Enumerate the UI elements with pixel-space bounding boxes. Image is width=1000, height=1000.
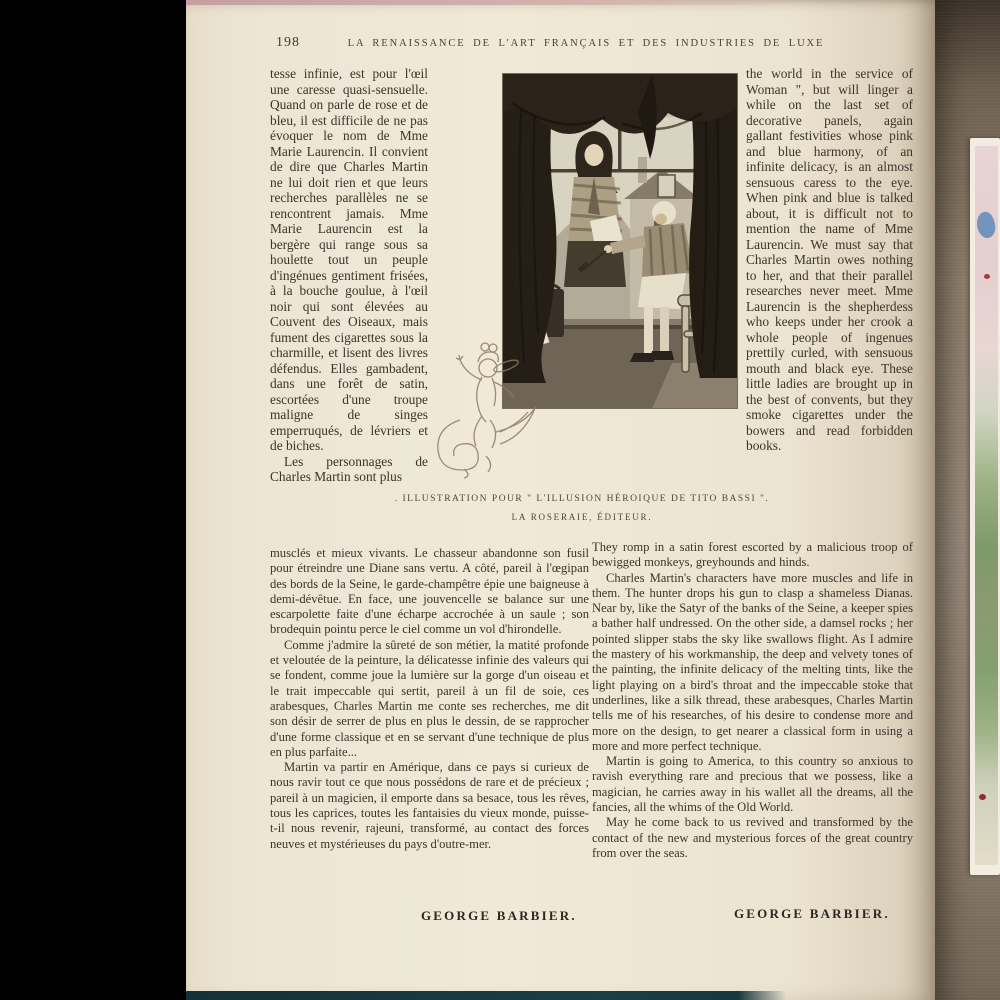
book-page — [186, 0, 935, 1000]
facing-plate-edge — [970, 138, 1000, 875]
running-title: LA RENAISSANCE DE L'ART FRANÇAIS ET DES INDUSTRIES DE LUXE — [347, 38, 825, 49]
plate-red-accent — [984, 274, 990, 279]
french-signature: GEORGE BARBIER. — [421, 908, 577, 923]
table-edge-strip — [186, 991, 786, 1000]
page-number: 198 — [276, 35, 300, 50]
illustration-caption-line2: LA ROSERAIE, ÉDITEUR. — [511, 512, 653, 522]
french-wide-paragraph-1: musclés et mieux vivants. Le chasseur abandonne son fusil pour étreindre une Diane sans vertu. A côté, pareil à l'œgipan des bords de la Seine, le garde-champêtre épie une baigneuse à demi-dévêtue. En face, une jouvencelle se balance sur une escarpolette faite d'une écharpe accrochée à un saule ; son brodequin pointu perce le ciel comme un vol d'hirondelle. — [270, 546, 589, 637]
top-page-edge — [186, 0, 796, 5]
cherub-sketch — [430, 328, 542, 480]
english-wide-paragraph-3: Martin is going to America, to this country so anxious to ravish everything rare and precious that we possess, like a magician, he carries away in his wallet all the dreams, all the fancies, all the whims of the Old World. — [592, 754, 913, 815]
french-narrow-text: tesse infinie, est pour l'œil une caresse quasi-sensuelle. Quand on parle de rose et de bleu, il est difficile de ne pas évoquer le nom de Mme Marie Laurencin. Il convient de dire que Charles Martin ne lui doit rien et que leurs recherches parallèles ne se rencontrent jamais. Mme Marie Laurencin est la bergère qui range sous sa houlette tout un peuple d'ingénues gentiment frisées, à la bouche goulue, à l'œil noir qui sont élevées au Couvent des Oiseaux, mais fument des cigarettes sous la charmille, et lisent des livres défendus. Elles gambadent, dans une forêt de satin, escortées d'une troupe maligne de singes emperruqués, de lévriers et de biches. — [270, 66, 428, 453]
french-wide-paragraph-3: Martin va partir en Amérique, dans ce pays si curieux de nous ravir tout ce que nous possédons de rare et de précieux ; pareil à un magicien, il emporte dans sa besace, tous les rêves, tous les caprices, toutes les fantaisies du vieux monde, puisse-t-il nous revenir, rajeuni, transformé, au contact des forces neuves et mystérieuses du pays d'outre-mer. — [270, 760, 589, 851]
english-narrow-column — [746, 66, 913, 544]
english-wide-paragraph-2: Charles Martin's characters have more muscles and life in them. The hunter drops his gun to clasp a shameless Dianas. Near by, like the Satyr of the banks of the Seine, a keeper spies a bather half undressed. On the other side, a damsel rocks ; her pointed slipper stabs the sky like swallows flight. As I admire the mastery of his workmanship, the deep and velvety tones of the painting, the infinite delicacy of the melting tints, like the light playing on a bird's throat and the impeccable stoke that underlines, like a silk thread, these arabesques, Charles Martin tells me of his researches, of his desire to condense more and more on the design, to get nearer a classical form in using a more and more perfect technique. — [592, 570, 913, 753]
english-wide-column — [592, 540, 913, 910]
plate-red-accent-2 — [979, 794, 986, 800]
english-narrow-text: the world in the service of Woman ", but will linger a while on the last set of decorative panels, again gallant festivities whose pink and blue harmony, of an infinite delicacy, is an almost sensuous caress to the eye. When pink and blue is talked about, it is difficult not to mention the name of Mme Laurencin. We must say that Charles Martin owes nothing to her, and that their parallel researches never meet. Mme Laurencin is the shepherdess who keeps under her crook a whole people of ingenues prettily curled, with sensuous mouth and black eye. These little ladies are brought up in the best of convents, but they smoke cigarettes under the bowers and read forbidden books. — [746, 66, 913, 453]
plate-blue-ribbon — [973, 210, 998, 240]
facing-plate-artwork — [975, 146, 998, 865]
french-narrow-column — [270, 66, 428, 546]
english-wide-paragraph-1: They romp in a satin forest escorted by a malicious troop of bewigged monkeys, greyhounds and hinds. — [592, 540, 913, 570]
english-signature: GEORGE BARBIER. — [734, 906, 890, 921]
french-wide-paragraph-2: Comme j'admire la sûreté de son métier, la matité profonde et veloutée de la peinture, la délicatesse infinie des valeurs qui se fondent, comme joue la lumière sur la gorge d'un oiseau et le trait impeccable qui sertit, pareil à un fil de soie, ces arabesques, Charles Martin me conte ses recherches, me dit son désir de serrer de plus en plus le dessin, de se rapprocher d'une forme classique et en se servant d'une technique de plus en plus parfaite... — [270, 637, 589, 759]
illustration-caption-line1: . ILLUSTRATION POUR " L'ILLUSION HÉROIQUE DE TITO BASSI ". — [394, 494, 770, 504]
english-wide-paragraph-4: May he come back to us revived and transformed by the contact of the new and mysterious forces of the great country from over the seas. — [592, 815, 913, 860]
french-wide-column — [270, 546, 589, 910]
french-paragraph-intro: Les personnages de Charles Martin sont plus — [270, 453, 428, 484]
